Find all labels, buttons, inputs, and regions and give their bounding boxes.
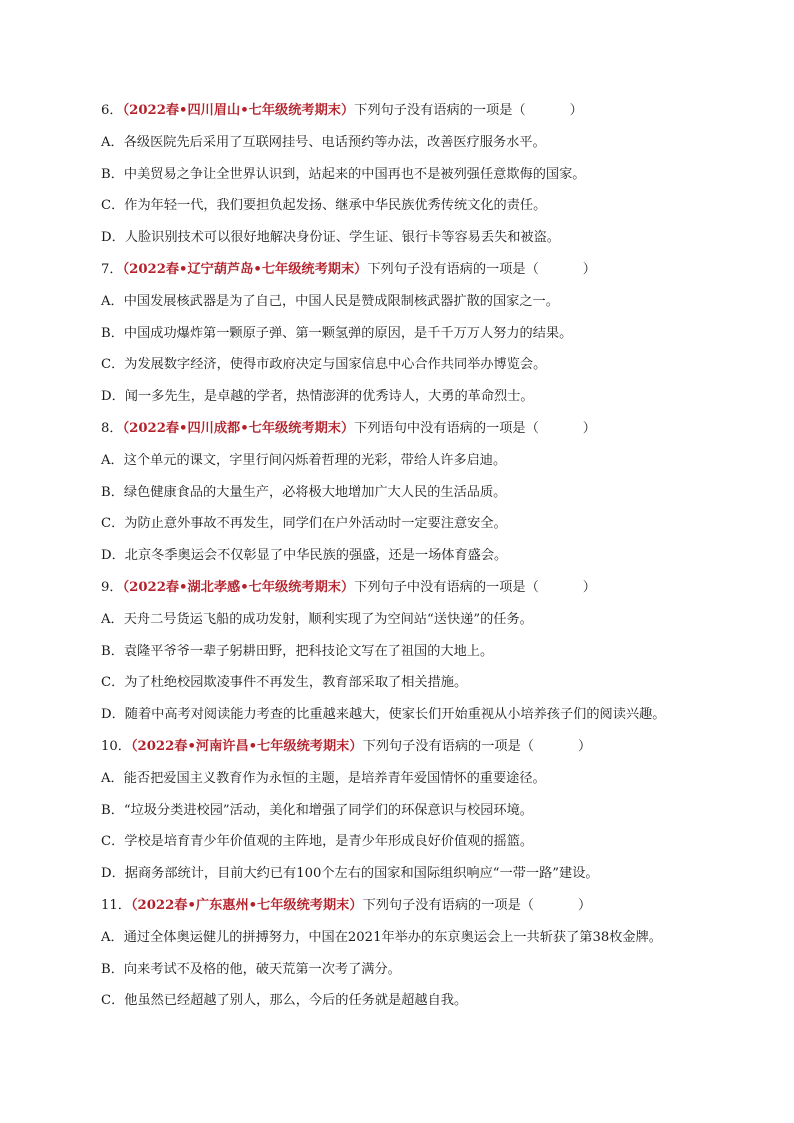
question-bracket: ） [578,738,592,754]
question-number: 10． [101,738,131,754]
question-bracket: ） [578,897,592,913]
option-c: C．作为年轻一代，我们要担负起发扬、继承中华民族优秀传统文化的责任。 [101,198,547,214]
option-d: D．据商务部统计，目前大约已有100个左右的国家和国际组织响应“一带一路”建设。 [101,866,599,882]
question-stem [101,100,741,132]
option-d: D．人脸识别技术可以很好地解决身份证、学生证、银行卡等容易丢失和被盗。 [101,230,560,246]
option-b: B．中美贸易之争让全世界认识到，站起来的中国再也不是被列强任意欺侮的国家。 [101,166,586,182]
question-text: 下列句子没有语病的一项是（ [354,103,526,118]
question-bracket: ） [569,103,583,118]
question-text: 下列句子没有语病的一项是（ [362,738,534,754]
question-source: （2022春•四川成都•七年级统考期末） [122,420,355,436]
option-d: D．北京冬季奥运会不仅彰显了中华民族的强盛，还是一场体育盛会。 [101,548,508,564]
option-a: A．这个单元的课文，字里行间闪烁着哲理的光彩，带给人许多启迪。 [101,452,507,468]
option-c: C．学校是培育青少年价值观的主阵地，是青少年形成良好价值观的摇篮。 [101,834,534,850]
question-source: （2022春•河南许昌•七年级统考期末） [130,738,363,754]
option-c: C．为了杜绝校园欺凌事件不再发生，教育部采取了相关措施。 [101,675,468,691]
question-bracket: ） [582,579,596,595]
option-b: B．绿色健康食品的大量生产，必将极大地增加广大人民的生活品质。 [101,484,507,500]
question-source: （2022春•湖北孝感•七年级统考期末） [122,579,355,595]
option-b: B．袁隆平爷爷一辈子躬耕田野，把科技论文写在了祖国的大地上。 [101,643,494,659]
option-b: B．中国成功爆炸第一颗原子弹、第一颗氢弹的原因，是千千万万人努力的结果。 [101,325,573,341]
question-number: 7． [101,261,123,277]
question-stem [101,577,741,609]
option-b: B．向来考试不及格的他，破天荒第一次考了满分。 [101,961,401,977]
option-c: C．他虽然已经超越了别人，那么，今后的任务就是超越自我。 [101,993,468,1009]
option-a: A．通过全体奥运健儿的拼搏努力，中国在2021年举办的东京奥运会上一共斩获了第38枚金牌。 [101,929,662,945]
question-stem [101,259,741,291]
question-text: 下列句子没有语病的一项是（ [362,897,534,913]
option-a: A．各级医院先后采用了互联网挂号、电话预约等办法，改善医疗服务水平。 [101,134,546,150]
question-text: 下列句子中没有语病的一项是（ [354,579,539,595]
question-bracket: ） [582,261,596,277]
option-d: D．随着中高考对阅读能力考查的比重越来越大，使家长们开始重视从小培养孩子们的阅读兴趣。 [101,707,666,723]
question-bracket: ） [582,420,596,436]
question-stem [101,736,741,768]
question-stem [101,895,741,927]
option-a: A．能否把爱国主义教育作为永恒的主题，是培养青年爱国情怀的重要途径。 [101,770,546,786]
option-b: B．“垃圾分类进校园”活动，美化和增强了同学们的环保意识与校园环境。 [101,802,533,818]
option-c: C．为防止意外事故不再发生，同学们在户外活动时一定要注意安全。 [101,516,507,532]
question-list [101,100,741,1022]
question-source: （2022春•辽宁葫芦岛•七年级统考期末） [122,261,368,277]
option-a: A．天舟二号货运飞船的成功发射，顺利实现了为空间站“送快递”的任务。 [101,611,533,627]
question-text: 下列句子没有语病的一项是（ [367,261,539,277]
option-d: D．闻一多先生，是卓越的学者，热情澎湃的优秀诗人，大勇的革命烈士。 [101,389,534,405]
question-source: （2022春•四川眉山•七年级统考期末） [122,103,355,118]
question-source: （2022春•广东惠州•七年级统考期末） [130,897,363,913]
question-text: 下列语句中没有语病的一项是（ [354,420,539,436]
question-number: 9． [101,579,123,595]
question-stem [101,418,741,450]
question-number: 8． [101,420,123,436]
question-number: 6． [101,103,123,118]
option-a: A．中国发展核武器是为了自己，中国人民是赞成限制核武器扩散的国家之一。 [101,293,559,309]
option-c: C．为发展数字经济，使得市政府决定与国家信息中心合作共同举办博览会。 [101,357,547,373]
question-number: 11． [101,897,131,913]
